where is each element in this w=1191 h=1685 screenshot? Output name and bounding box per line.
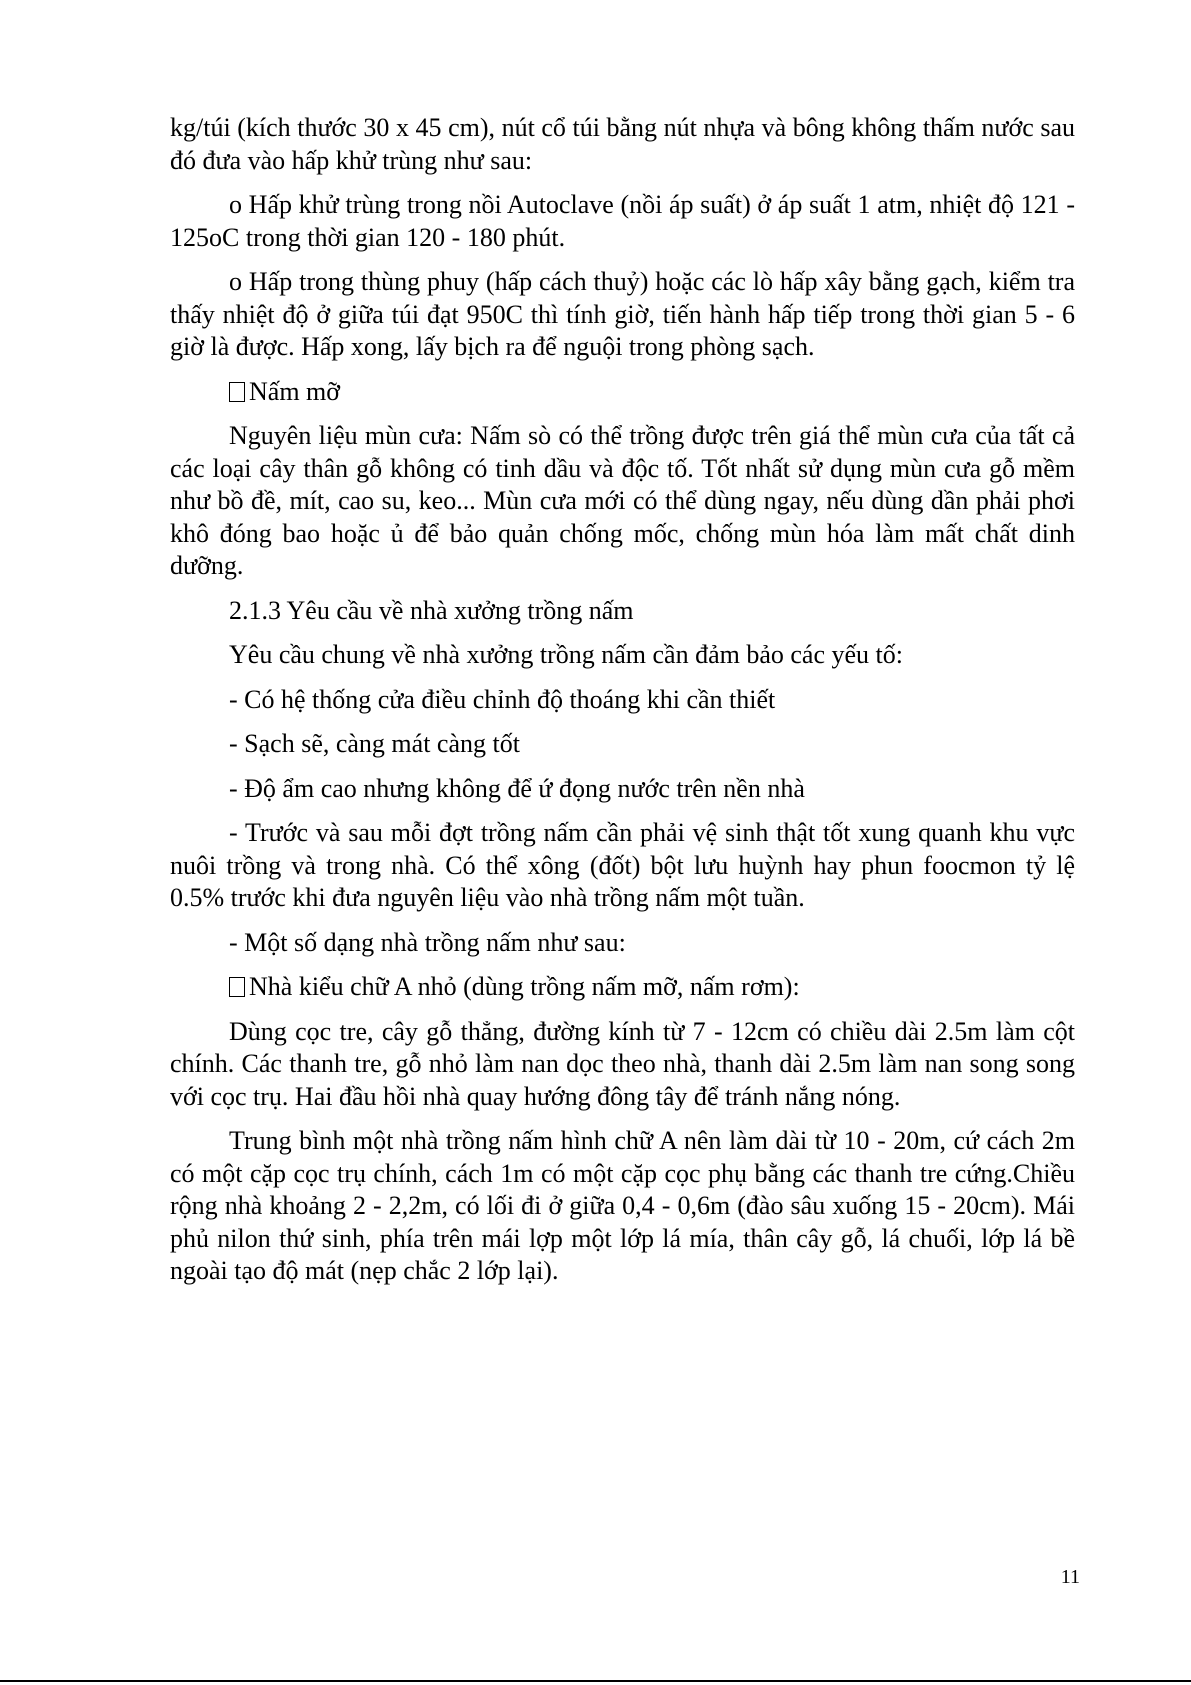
paragraph-a-frame-dimensions: Trung bình một nhà trồng nấm hình chữ A nên làm dài từ 10 - 20m, cứ cách 2m có một cặp cọc trụ chính, cách 1m có một cặp cọc phụ bằng các thanh tre cứng.Chiều rộng nhà khoảng 2 - 2,2m, có lối đi ở giữa 0,4 - 0,6m (đào sâu xuống 15 - 20cm). Mái phủ nilon thứ sinh, phía trên mái lợp một lớp lá mía, thân cây gỗ, lá chuối, lớp lá bề ngoài tạo độ mát (nẹp chắc 2 lớp lại). <box>170 1126 1075 1285</box>
subheading-nam-mo-text: Nấm mỡ <box>249 376 341 406</box>
document-body <box>170 112 1075 1300</box>
bullet-box-icon <box>229 382 245 402</box>
list-item-sanitation: - Trước và sau mỗi đợt trồng nấm cần phải vệ sinh thật tốt xung quanh khu vực nuôi trồng và trong nhà. Có thể xông (đốt) bột lưu huỳnh hay phun foocmon tỷ lệ 0.5% trước khi đưa nguyên liệu vào nhà trồng nấm một tuần. <box>170 818 1075 912</box>
page-number: 11 <box>1060 1566 1080 1588</box>
paragraph-bamboo-posts: Dùng cọc tre, cây gỗ thẳng, đường kính từ 7 - 12cm có chiều dài 2.5m làm cột chính. Các thanh tre, gỗ nhỏ làm nan dọc theo nhà, thanh dài 2.5m làm nan song song với cọc trụ. Hai đầu hồi nhà quay hướng đông tây để tránh nắng nóng. <box>170 1016 1075 1111</box>
paragraph-general-requirements: Yêu cầu chung về nhà xưởng trồng nấm cần đảm bảo các yếu tố: <box>229 640 903 669</box>
subheading-a-frame <box>170 971 1075 1004</box>
paragraph-sterilization-intro: kg/túi (kích thước 30 x 45 cm), nút cổ túi bằng nút nhựa và bông không thấm nước sau đó đưa vào hấp khử trùng như sau: <box>170 113 1075 175</box>
paragraph-autoclave: o Hấp khử trùng trong nồi Autoclave (nồi áp suất) ở áp suất 1 atm, nhiệt độ 121 - 125oC trong thời gian 120 - 180 phút. <box>170 190 1075 252</box>
section-heading-2-1-3: 2.1.3 Yêu cầu về nhà xưởng trồng nấm <box>229 595 634 625</box>
list-item-humidity: - Độ ẩm cao nhưng không để ứ đọng nước trên nền nhà <box>229 773 805 803</box>
paragraph-steam-barrel: o Hấp trong thùng phuy (hấp cách thuỷ) hoặc các lò hấp xây bằng gạch, kiểm tra thấy nhiệt độ ở giữa túi đạt 950C thì tính giờ, tiến hành hấp tiếp trong thời gian 5 - 6 giờ là được. Hấp xong, lấy bịch ra để nguội trong phòng sạch. <box>170 267 1075 361</box>
subheading-nam-mo <box>170 376 1075 409</box>
bottom-divider <box>0 1680 1191 1682</box>
list-item-clean: - Sạch sẽ, càng mát càng tốt <box>229 729 520 758</box>
paragraph-sawdust: Nguyên liệu mùn cưa: Nấm sò có thể trồng được trên giá thể mùn cưa của tất cả các loại cây thân gỗ không có tinh dầu và độc tố. Tốt nhất sử dụng mùn cưa gỗ mềm như bồ đề, mít, cao su, keo... Mùn cưa mới có thể dùng ngay, nếu dùng dần phải phơi khô đóng bao hoặc ủ để bảo quản chống mốc, chống mùn hóa làm mất chất dinh dưỡng. <box>170 421 1075 580</box>
list-item-ventilation: - Có hệ thống cửa điều chỉnh độ thoáng khi cần thiết <box>229 684 776 714</box>
list-item-house-types: - Một số dạng nhà trồng nấm như sau: <box>229 927 626 957</box>
bullet-box-icon <box>229 977 245 997</box>
subheading-a-frame-text: Nhà kiểu chữ A nhỏ (dùng trồng nấm mỡ, nấm rơm): <box>249 972 800 1001</box>
